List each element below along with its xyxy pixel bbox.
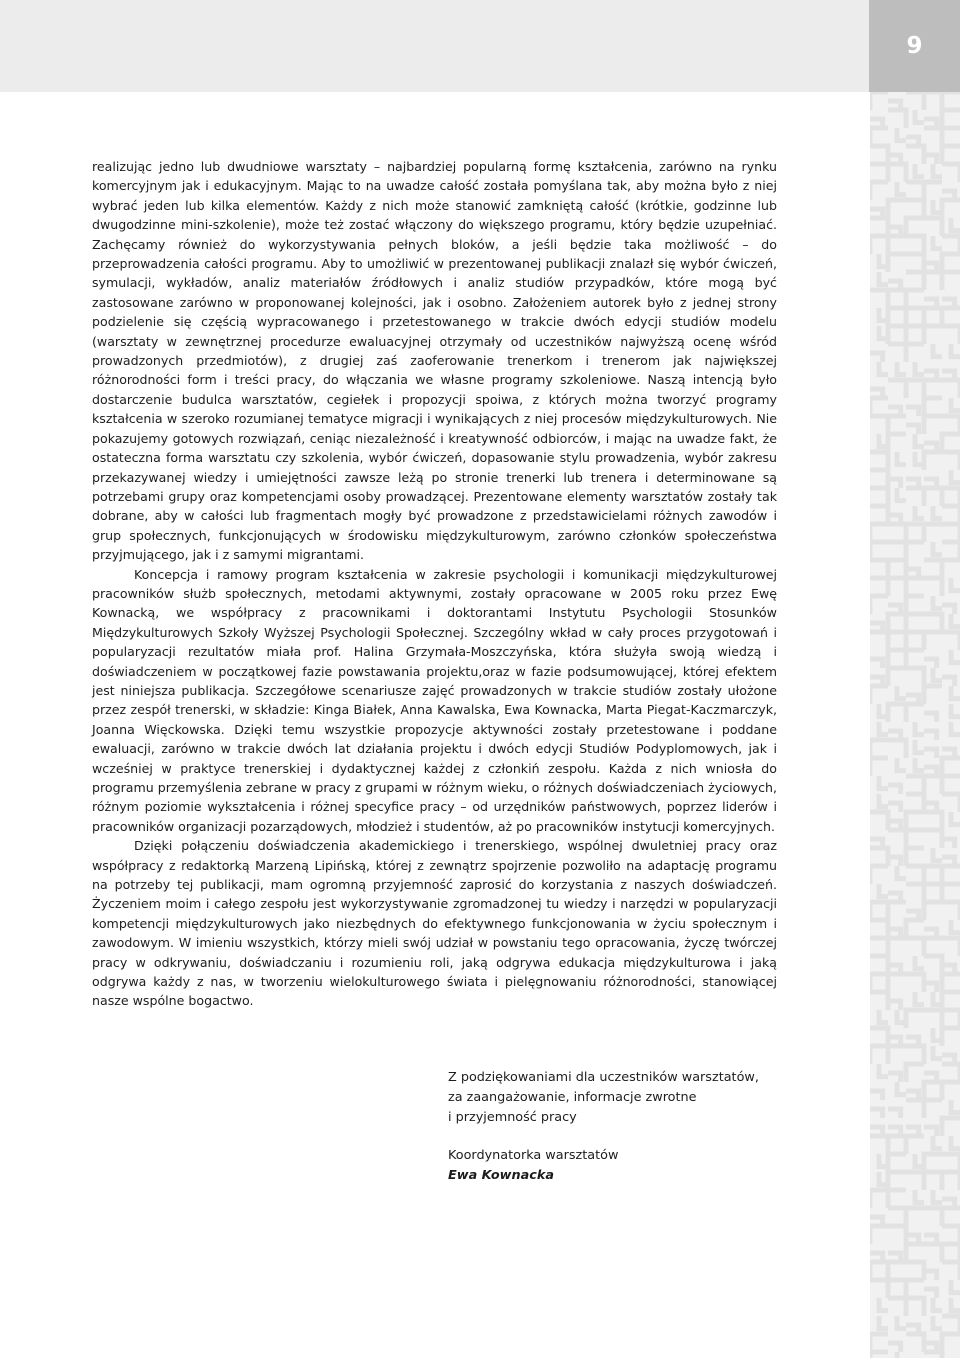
paragraph-2: Koncepcja i ramowy program kształcenia w zakresie psychologii i komunikacji międzykulturowej pracowników służb społecznych, metodami aktywnymi, zostały opracowane w 2005 roku przez Ewę Kownacką, we współpracy z pracownikami i doktorantami Instytutu Psychologii Stosunków Międzykulturowych Szkoły Wyższej Psychologii Społecznej. Szczególny wkład w cały proces przygotowań i popularyzacji rezultatów miała prof. Halina Grzymała-Moszczyńska, która służyła swoją wiedzą i doświadczeniem w początkowej fazie powstawania projektu,oraz w fazie podsumowującej, której efektem jest niniejsza publikacja. Szczegółowe scenariusze zajęć prowadzonych w trakcie studiów zostały ułożone przez zespół trenerski, w składzie: Kinga Białek, Anna Kawalska, Ewa Kownacka, Marta Piegat-Kaczmarczyk, Joanna Więckowska. Dzięki temu wszystkie propozycje aktywności zostały przetestowane i poddane ewaluacji, zarówno w trakcie dwóch lat działania projektu i dwóch edycji Studiów Podyplomowych, jak i wcześniej w praktyce trenerskiej i dydaktycznej każdej z członkiń zespołu. Każda z nich wniosła do programu przemyślenia zebrane w pracy z grupami w różnym wieku, o różnych doświadczeniach życiowych, różnym poziomie wykształcenia i różnej specyfice pracy – od urzędników państwowych, poprzez liderów i pracowników organizacji pozarządowych, młodzież i studentów, aż po pracowników instytucji komercyjnych. (92, 566, 777, 834)
closing-line-2: za zaangażowanie, informacje zwrotne (448, 1089, 697, 1105)
page-number: 9 (906, 33, 923, 59)
page-number-box (869, 0, 960, 92)
paragraph-1: realizując jedno lub dwudniowe warsztaty – najbardziej popularną formę kształcenia, zarówno na rynku komercyjnym jak i edukacyjnym. Mając to na uwadze całość została pomyślana tak, aby można było z niej wybrać jeden lub kilka elementów. Każdy z nich może stanowić zamkniętą całość (krótkie, godzinne lub dwugodzinne mini-szkolenie), może też zostać włączony do większego programu, który będzie uzupełniać. Zachęcamy również do wykorzystywania pełnych bloków, a jeśli będzie taka możliwość – do przeprowadzenia całości programu. Aby to umożliwić w prezentowanej publikacji znalazł się wybór ćwiczeń, symulacji, wykładów, analiz materiałów źródłowych i analiz studiów przypadków, które mogą być zastosowane zarówno w proponowanej kolejności, jak i osobno. Założeniem autorek było z jednej strony podzielenie się częścią wypracowanego i przetestowanego w trakcie dwóch edycji studiów modelu (warsztaty w zewnętrznej procedurze ewaluacyjnej otrzymały od uczestników najwyższą ocenę wśród prowadzonych przedmiotów), z drugiej zaś zaoferowanie trenerkom i trenerom jak największej różnorodności form i treści pracy, do włączania we własne programy szkoleniowe. Naszą intencją było dostarczenie budulca warsztatów, cegiełek i propozycji spoiwa, z których można tworzyć programy kształcenia w szeroko rozumianej tematyce migracji i wynikających z niej procesów międzykulturowych. Nie pokazujemy gotowych rozwiązań, ceniąc niezależność i kreatywność odbiorców, i mając na uwadze fakt, że ostateczna forma warsztatu czy szkolenia, wybór ćwiczeń, dopasowanie stylu prowadzenia, wybór zakresu przekazywanej wiedzy i umiejętności zawsze leżą po stronie trenerki lub trenera i determinowane są potrzebami grupy oraz kompetencjami osoby prowadzącej. Prezentowane elementy warsztatów zostały tak dobrane, aby w całości lub fragmentach mogły być prowadzone z przedstawicielami różnych zawodów i grup społecznych, funkcjonujących w środowisku międzykulturowym, zarówno członków społeczeństwa przyjmującego, jak i z samymi migrantami. (92, 159, 777, 563)
coordinator-role: Koordynatorka warsztatów (448, 1148, 619, 1164)
closing-block (448, 1068, 828, 1186)
maze-pattern-icon (870, 92, 960, 1358)
closing-line-1: Z podziękowaniami dla uczestników warsztatów, (448, 1070, 759, 1085)
paragraph-3: Dzięki połączeniu doświadczenia akademickiego i trenerskiego, wspólnej dwuletniej pracy oraz współpracy z redaktorką Marzeną Lipińską, której z zewnątrz spojrzenie pozwoliło na adaptację programu na potrzeby tej publikacji, mam ogromną przyjemność zaprosić do korzystania z naszych doświadczeń. Życzeniem moim i całego zespołu jest wykorzystywanie zgromadzonej tu wiedzy i narzędzi w popularyzacji kompetencji międzykulturowych jako niezbędnych do efektywnego funkcjonowania w życiu społecznym i zawodowym. W imieniu wszystkich, którzy mieli swój udział w powstaniu tego opracowania, życzę twórczej pracy w odkrywaniu, doświadczaniu i rozumieniu roli, jaką odgrywa edukacja międzykulturowa i jaką odgrywa każdy z nas, w tworzeniu wielokulturowego świata i pielęgnowaniu różnorodności, stanowiącej nasze wspólne bogactwo. (92, 838, 777, 1009)
coordinator-signature: Ewa Kownacka (448, 1168, 554, 1184)
body-text (92, 157, 777, 1011)
closing-gap (448, 1127, 828, 1146)
maze-pattern-svg (870, 92, 960, 1358)
header-band (0, 0, 960, 92)
closing-line-3: i przyjemność pracy (448, 1109, 577, 1125)
